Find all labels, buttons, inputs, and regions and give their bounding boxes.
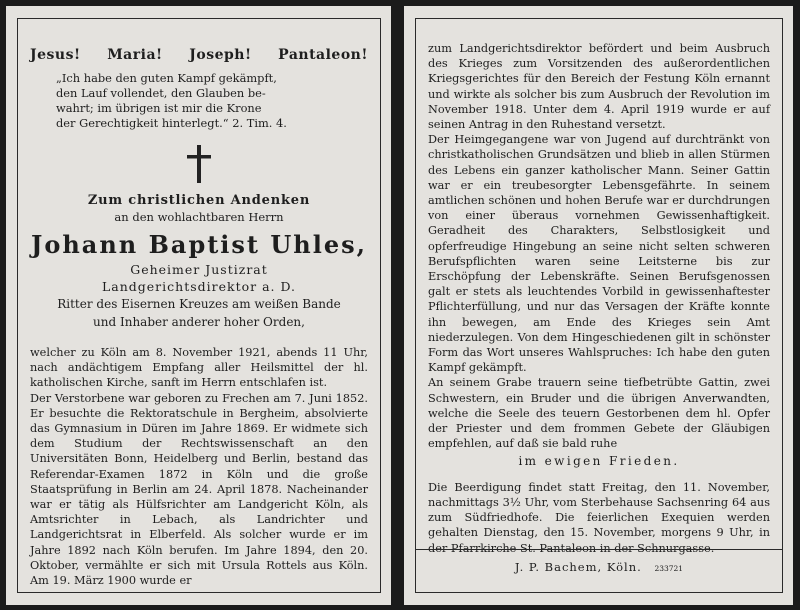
deceased-position: Landgerichtsdirektor a. D. — [101, 279, 297, 294]
invocation-jesus: Jesus! — [30, 47, 81, 63]
printer-divider — [416, 549, 782, 550]
biography-paragraph: welcher zu Köln am 8. November 1921, abends 11 Uhr, nach andächtigem Empfang aller Heilsmittel der hl. katholischen Kirche, sanft im Herrn entschlafen ist. — [30, 346, 368, 390]
biography-paragraph: zum Landgerichtsdirektor befördert und beim Ausbruch des Krieges zum Vorsitzenden des außerordentlichen Kriegsgerichtes für den Bereich der Festung Köln ernannt und wirkte als solcher bis zum Ausbruch der Revolution im November 1918. Unter dem 4. April 1919 wurde er auf seinen Antrag in den Ruhestand versetzt. — [428, 42, 770, 132]
quote-line: der Gerechtigkeit hinterlegt.“ 2. Tim. 4. — [56, 116, 287, 130]
honor-line: Ritter des Eisernen Kreuzes am weißen Bande — [57, 297, 341, 311]
quote-line: „Ich habe den guten Kampf gekämpft, — [56, 71, 277, 85]
left-page-border — [17, 18, 381, 593]
funeral-notice: Die Beerdigung findet statt Freitag, den 11. November, nachmittags 3½ Uhr, vom Sterbehause Sachsenring 64 aus zum Südfriedhofe. Die feierlichen Exequien werden gehalten Dienstag, den 15. November, morgens 9 Uhr, in der Pfarrkirche St. Pantaleon in der Schnurgasse. — [428, 480, 770, 555]
right-page — [404, 6, 793, 605]
invocation-joseph: Joseph! — [189, 47, 252, 63]
printer-name: J. P. Bachem, Köln. — [514, 560, 642, 574]
invocation-line — [30, 47, 368, 63]
printer-imprint — [416, 560, 782, 574]
invocation-pantaleon: Pantaleon! — [278, 47, 368, 63]
honor-line: und Inhaber anderer hoher Orden, — [93, 315, 305, 329]
biography-continued — [428, 41, 770, 451]
quote-line: wahrt; im übrigen ist mir die Krone — [56, 101, 262, 115]
left-page — [6, 6, 391, 605]
biography-paragraph: Der Heimgegangene war von Jugend auf durchtränkt von christkatholischen Grundsätzen und blieb in allen Stürmen des Lebens ein ganzer katholischer Mann. Seiner Gattin war er ein treubesorgter Lebensgefährte. In seinem amtlichen schönen und hohen Berufe war er durchdrungen von einer überaus vornehmen Gewissenhaftigkeit. Geradheit des Charakters, Selbstlosigkeit und opferfreudige Hingebung an seine nicht selten schweren Berufspflichten waren seine Leitsterne bis zur Erschöpfung der Lebenskräfte. Seinen Berufsgenossen galt er stets als leuchtendes Vorbild in gewissenhaftester Pflichterfüllung, und nur das Versagen der Kräfte konnte ihn bewegen, am Ende des Krieges sein Amt niederzulegen. Von dem Hingeschiedenen gilt in schönster Form das Wort unseres Wahlspruches: Ich habe den guten Kampf gekämpft. — [428, 133, 770, 375]
invocation-maria: Maria! — [107, 47, 163, 63]
cross-icon — [186, 145, 212, 183]
memorial-heading: Zum christlichen Andenken — [87, 193, 311, 208]
biography-text — [30, 345, 368, 588]
biography-paragraph: Der Verstorbene war geboren zu Frechen am 7. Juni 1852. Er besuchte die Rektoratschule in Bergheim, absolvierte das Gymnasium in Düren im Jahre 1869. Er widmete sich dem Studium der Rechtswissenschaft an den Universitäten Bonn, Heidelberg und Berlin, bestand das Referendar-Examen 1872 in Köln und die große Staatsprüfung in Berlin am 24. April 1878. Nacheinander war er tätig als Hülfsrichter am Landgericht Köln, als Amtsrichter in Lebach, als Landrichter und Landgerichtsrat in Elberfeld. Als solcher wurde er im Jahre 1892 nach Köln berufen. Im Jahre 1894, den 20. Oktober, vermählte er sich mit Ursula Rottels aus Köln. Am 19. März 1900 wurde er — [30, 391, 368, 588]
deceased-name: Johann Baptist Uhles, — [30, 230, 368, 259]
bible-quote — [56, 71, 368, 131]
left-page-content — [30, 19, 368, 592]
printer-number: 233721 — [654, 564, 684, 573]
biography-paragraph: An seinem Grabe trauern seine tiefbetrübte Gattin, zwei Schwestern, ein Bruder und die übrigen Anverwandten, welche die Seele des teuern Gestorbenen dem hl. Opfer der Priester und dem frommen Gebete der Gläubigen empfehlen, auf daß sie bald ruhe — [428, 376, 770, 451]
quote-line: den Lauf vollendet, den Glauben be- — [56, 86, 266, 100]
right-page-border — [415, 18, 783, 593]
deceased-title: Geheimer Justizrat — [130, 262, 268, 277]
rest-in-peace-line: im ewigen Frieden. — [518, 454, 680, 469]
memorial-subheading: an den wohlachtbaren Herrn — [114, 210, 284, 224]
right-page-content — [428, 19, 770, 592]
